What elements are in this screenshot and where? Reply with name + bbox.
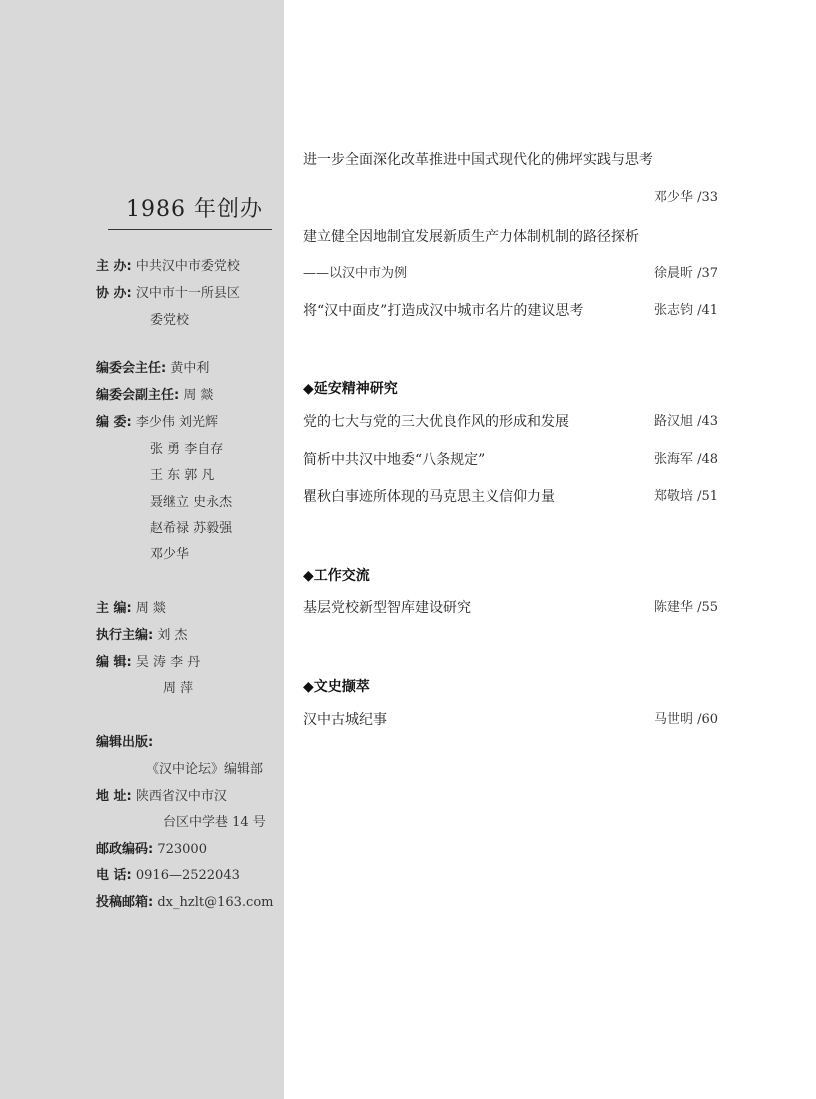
founded-divider <box>108 229 272 230</box>
editors-label: 编 辑: <box>96 655 132 670</box>
email-row <box>96 894 273 912</box>
article-author-page: 张海军 /48 <box>653 452 718 467</box>
chief-editor-value: 周 燚 <box>135 601 167 616</box>
co-sponsor-row <box>96 285 240 303</box>
board-director-label: 编委会主任: <box>96 361 167 376</box>
article-author-page: 张志钧 /41 <box>653 303 718 318</box>
editors-row <box>96 654 200 672</box>
board-member-line: 李少伟 刘光辉 <box>135 415 219 430</box>
article-title[interactable]: 党的七大与党的三大优良作风的形成和发展 <box>303 414 569 430</box>
board-member-line: 聂继立 史永杰 <box>150 495 233 510</box>
article-author-page: 路汉旭 /43 <box>653 414 718 429</box>
article-title[interactable]: 简析中共汉中地委“八条规定” <box>303 452 486 468</box>
editors-value-cont: 周 萍 <box>163 681 194 696</box>
exec-editor-label: 执行主编: <box>96 628 154 643</box>
sponsor-row <box>96 258 240 276</box>
article-author-page: 马世明 /60 <box>653 712 718 727</box>
editors-value: 吴 涛 李 丹 <box>135 655 201 670</box>
publisher-value: 《汉中论坛》编辑部 <box>146 762 264 777</box>
section-heading: ◆工作交流 <box>303 568 370 584</box>
email-label: 投稿邮箱: <box>96 895 154 910</box>
article-author-page: 徐晨昕 /37 <box>653 266 718 281</box>
publisher-row <box>96 734 153 752</box>
article-title[interactable]: 进一步全面深化改革推进中国式现代化的佛坪实践与思考 <box>303 152 653 168</box>
article-title[interactable]: 将“汉中面皮”打造成汉中城市名片的建议思考 <box>303 303 584 319</box>
board-deputy-row <box>96 387 213 405</box>
board-members-label: 编 委: <box>96 415 132 430</box>
article-subtitle: ——以汉中市为例 <box>303 266 408 281</box>
article-title[interactable]: 建立健全因地制宜发展新质生产力体制机制的路径探析 <box>303 229 639 245</box>
article-author-page: 邓少华 /33 <box>653 190 718 205</box>
phone-label: 电 话: <box>96 868 132 883</box>
article-title[interactable]: 汉中古城纪事 <box>303 712 387 728</box>
board-member-line: 王 东 郭 凡 <box>150 468 215 483</box>
board-members-row <box>96 414 218 432</box>
chief-editor-label: 主 编: <box>96 601 132 616</box>
board-deputy-value: 周 燚 <box>183 388 214 403</box>
co-sponsor-label: 协 办: <box>96 286 132 301</box>
article-title[interactable]: 瞿秋白事迹所体现的马克思主义信仰力量 <box>303 489 555 505</box>
co-sponsor-value: 汉中市十一所县区 <box>135 286 240 301</box>
board-deputy-label: 编委会副主任: <box>96 388 180 403</box>
masthead-sidebar <box>0 0 284 1099</box>
postcode-row <box>96 841 207 859</box>
postcode-label: 邮政编码: <box>96 842 154 857</box>
board-member-line: 邓少华 <box>150 547 190 562</box>
section-heading: ◆延安精神研究 <box>303 381 398 397</box>
board-director-value: 黄中利 <box>170 361 210 376</box>
phone-value: 0916—2522043 <box>135 868 240 883</box>
board-member-line: 赵希禄 苏毅强 <box>150 521 233 536</box>
sponsor-label: 主 办: <box>96 259 132 274</box>
section-heading: ◆文史撷萃 <box>303 679 370 695</box>
address-label: 地 址: <box>96 789 132 804</box>
chief-editor-row <box>96 600 166 618</box>
exec-editor-value: 刘 杰 <box>157 628 188 643</box>
postcode-value: 723000 <box>157 842 207 857</box>
founded-year: 1986 年创办 <box>126 197 263 222</box>
board-member-line: 张 勇 李自存 <box>150 442 224 457</box>
address-value: 陕西省汉中市汉 <box>135 789 227 804</box>
article-author-page: 陈建华 /55 <box>653 600 718 615</box>
sponsor-value: 中共汉中市委党校 <box>135 259 240 274</box>
address-row <box>96 788 227 806</box>
article-author-page: 郑敬培 /51 <box>653 489 718 504</box>
email-value: dx_hzlt@163.com <box>157 895 274 910</box>
address-value-cont: 台区中学巷 14 号 <box>163 815 266 830</box>
phone-row <box>96 867 240 885</box>
article-title[interactable]: 基层党校新型智库建设研究 <box>303 600 471 616</box>
board-director-row <box>96 360 209 378</box>
co-sponsor-value-cont: 委党校 <box>150 313 190 328</box>
exec-editor-row <box>96 627 187 645</box>
publisher-label: 编辑出版: <box>96 735 154 750</box>
